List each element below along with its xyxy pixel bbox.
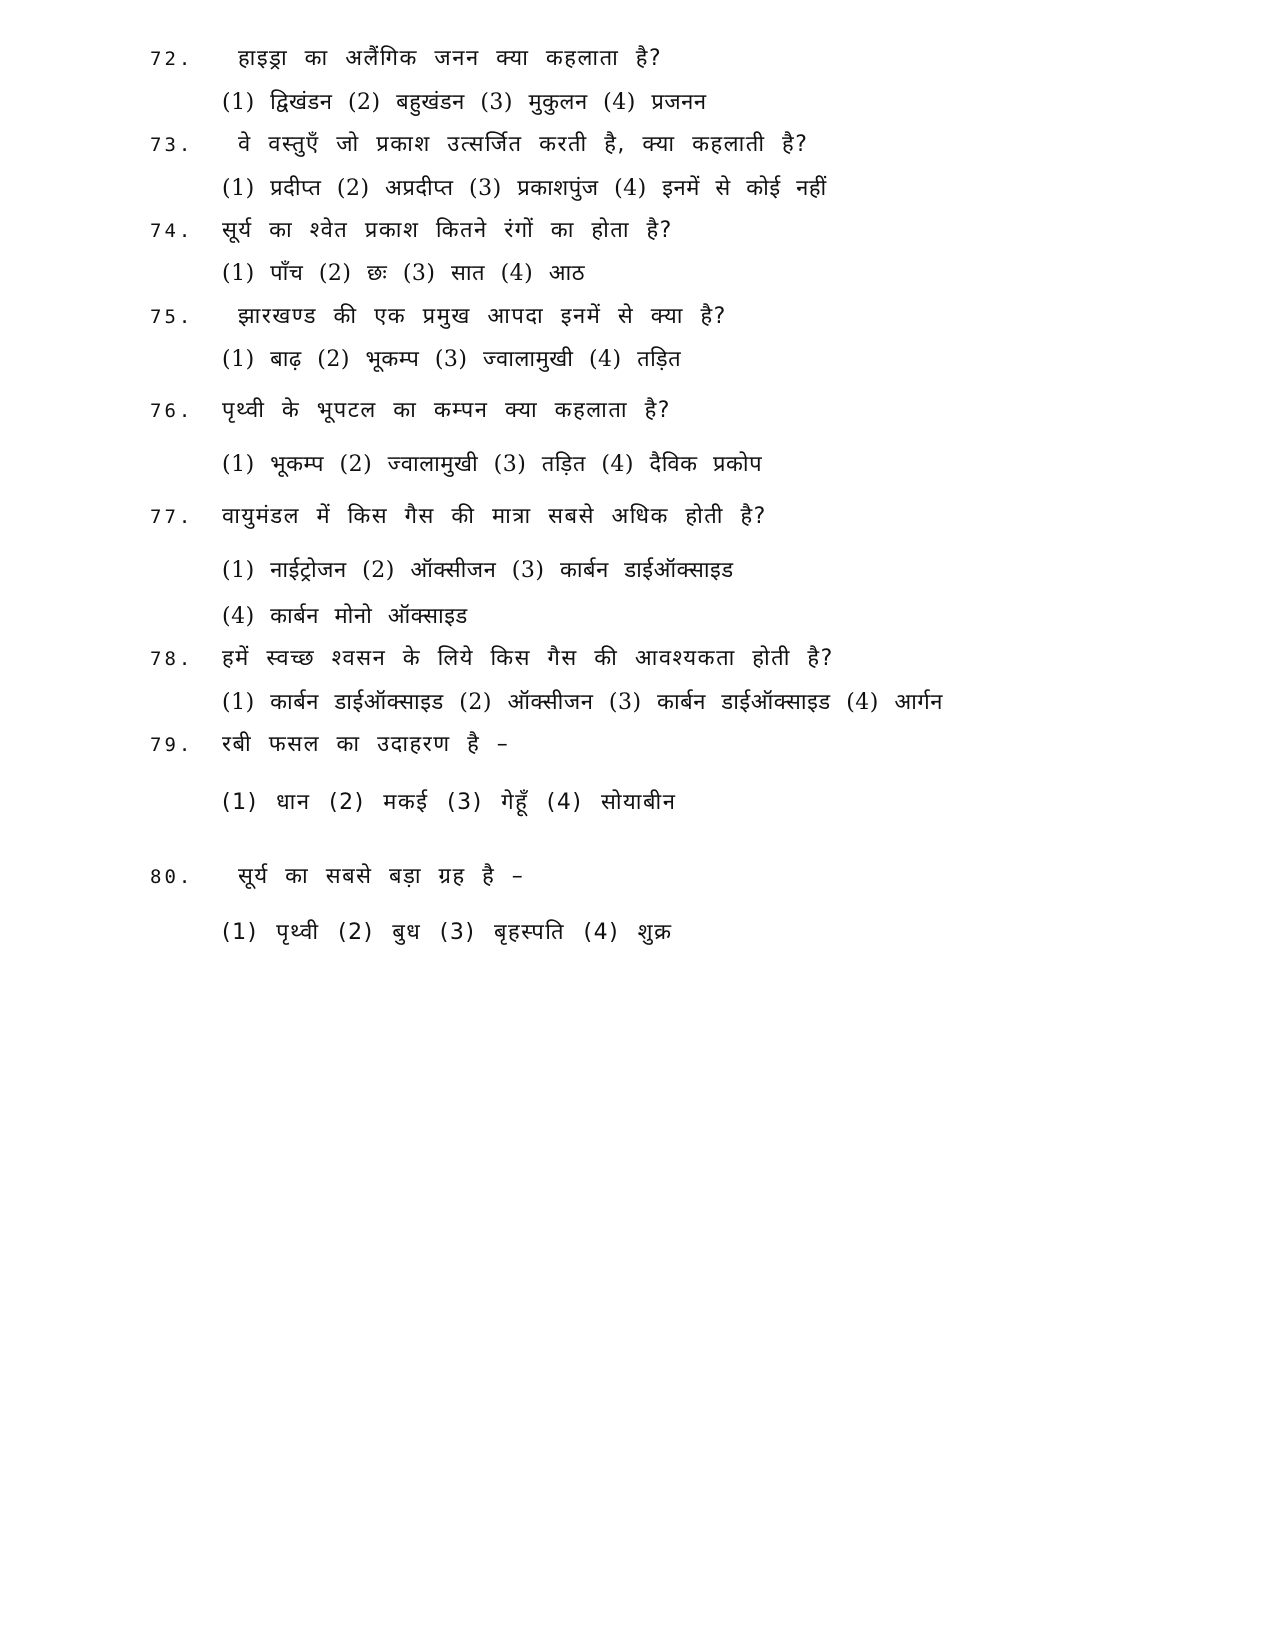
question-text: वे वस्तुएँ जो प्रकाश उत्सर्जित करती है, क्या कहलाती है? xyxy=(238,132,809,157)
question-number: 75. xyxy=(150,306,194,328)
question-73 xyxy=(150,130,808,160)
question-text: रबी फसल का उदाहरण है – xyxy=(222,732,510,757)
question-79-options: (1) धान (2) मकई (3) गेहूँ (4) सोयाबीन xyxy=(222,790,677,815)
question-number: 73. xyxy=(150,134,194,156)
question-text: हाइड्रा का अलैंगिक जनन क्या कहलाता है? xyxy=(238,46,663,71)
question-78-options: (1) कार्बन डाईऑक्साइड (2) ऑक्सीजन (3) कार्बन डाईऑक्साइड (4) आर्गन xyxy=(222,690,943,715)
question-text: वायुमंडल में किस गैस की मात्रा सबसे अधिक होती है? xyxy=(222,504,767,529)
question-78 xyxy=(150,644,834,674)
question-77 xyxy=(150,502,767,532)
question-number: 72. xyxy=(150,48,194,70)
question-80 xyxy=(150,862,524,892)
question-76 xyxy=(150,396,671,426)
question-text: पृथ्वी के भूपटल का कम्पन क्या कहलाता है? xyxy=(222,398,671,423)
question-number: 80. xyxy=(150,866,194,888)
question-72 xyxy=(150,44,662,74)
question-72-options: (1) द्विखंडन (2) बहुखंडन (3) मुकुलन (4) प्रजनन xyxy=(222,90,707,115)
question-74-options: (1) पाँच (2) छः (3) सात (4) आठ xyxy=(222,261,586,286)
question-number: 76. xyxy=(150,400,194,422)
question-74 xyxy=(150,216,673,246)
question-73-options: (1) प्रदीप्त (2) अप्रदीप्त (3) प्रकाशपुंज (4) इनमें से कोई नहीं xyxy=(222,176,827,201)
question-number: 79. xyxy=(150,734,194,756)
question-77-options-line-1: (1) नाईट्रोजन (2) ऑक्सीजन (3) कार्बन डाईऑक्साइड xyxy=(222,558,734,583)
question-number: 77. xyxy=(150,506,194,528)
question-76-options: (1) भूकम्प (2) ज्वालामुखी (3) तड़ित (4) दैविक प्रकोप xyxy=(222,452,763,477)
question-text: सूर्य का सबसे बड़ा ग्रह है – xyxy=(238,864,525,889)
question-80-options: (1) पृथ्वी (2) बुध (3) बृहस्पति (4) शुक्र xyxy=(222,920,673,945)
question-number: 78. xyxy=(150,648,194,670)
question-text: सूर्य का श्वेत प्रकाश कितने रंगों का होता है? xyxy=(222,218,673,243)
question-text: झारखण्ड की एक प्रमुख आपदा इनमें से क्या है? xyxy=(238,304,727,329)
question-77-options-line-2: (4) कार्बन मोनो ऑक्साइड xyxy=(222,604,468,629)
question-75-options: (1) बाढ़ (2) भूकम्प (3) ज्वालामुखी (4) तड़ित xyxy=(222,347,682,372)
question-text: हमें स्वच्छ श्वसन के लिये किस गैस की आवश्यकता होती है? xyxy=(222,646,834,671)
question-75 xyxy=(150,302,727,332)
question-79 xyxy=(150,730,509,760)
question-number: 74. xyxy=(150,220,194,242)
